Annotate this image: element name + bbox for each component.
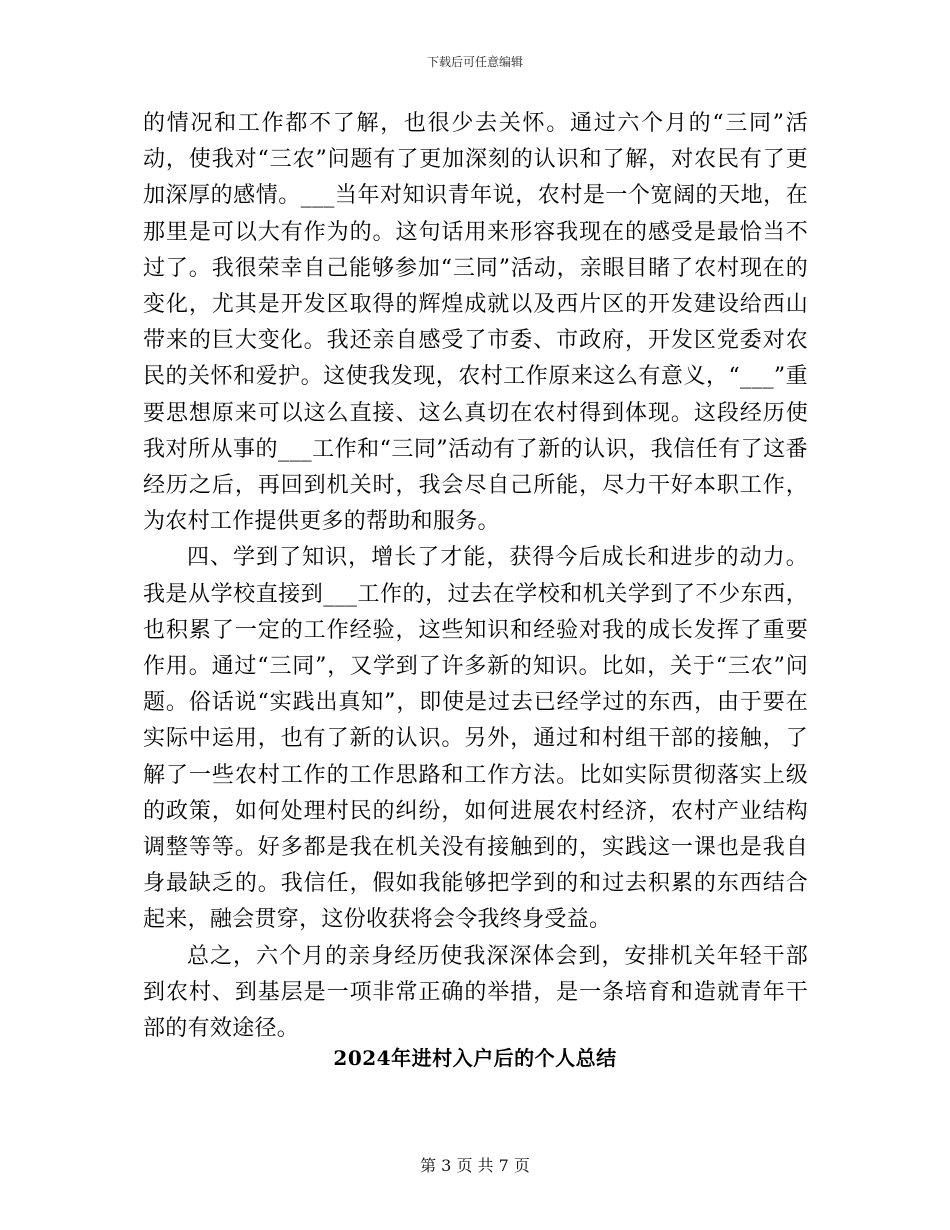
section-title: 2024年进村入户后的个人总结	[333, 1046, 617, 1070]
document-body	[143, 106, 808, 1047]
paragraph-section-four: 四、学到了知识，增长了才能，获得今后成长和进步的动力。我是从学校直接到___工作的，过去在学校和机关学到了不少东西，也积累了一定的工作经验，这些知识和经验对我的成长发挥了重要作用。通过“三同”，又学到了许多新的知识。比如，关于“三农”问题。俗话说“实践出真知”，即使是过去已经学过的东西，由于要在实际中运用，也有了新的认识。另外，通过和村组干部的接触，了解了一些农村工作的工作思路和工作方法。比如实际贯彻落实上级的政策，如何处理村民的纠纷，如何进展农村经济，农村产业结构调整等等。好多都是我在机关没有接触到的，实践这一课也是我自身最缺乏的。我信任，假如我能够把学到的和过去积累的东西结合起来，融会贯穿，这份收获将会令我终身受益。	[143, 545, 808, 933]
page-header: 下载后可任意编辑	[426, 55, 523, 69]
paragraph-continuation: 的情况和工作都不了解，也很少去关怀。通过六个月的“三同”活动，使我对“三农”问题有了更加深刻的认识和了解，对农民有了更加深厚的感情。___当年对知识青年说，农村是一个宽阔的天地，在那里是可以大有作为的。这句话用来形容我现在的感受是最恰当不过了。我很荣幸自己能够参加“三同”活动，亲眼目睹了农村现在的变化，尤其是开发区取得的辉煌成就以及西片区的开发建设给西山带来的巨大变化。我还亲自感受了市委、市政府，开发区党委对农民的关怀和爱护。这使我发现，农村工作原来这么有意义，“___”重要思想原来可以这么直接、这么真切在农村得到体现。这段经历使我对所从事的___工作和“三同”活动有了新的认识，我信任有了这番经历之后，再回到机关时，我会尽自己所能，尽力干好本职工作，为农村工作提供更多的帮助和服务。	[143, 111, 808, 535]
page-number: 第 3 页 共 7 页	[420, 1156, 530, 1175]
paragraph-conclusion: 总之，六个月的亲身经历使我深深体会到，安排机关年轻干部到农村、到基层是一项非常正确的举措，是一条培育和造就青年干部的有效途径。	[143, 943, 808, 1042]
